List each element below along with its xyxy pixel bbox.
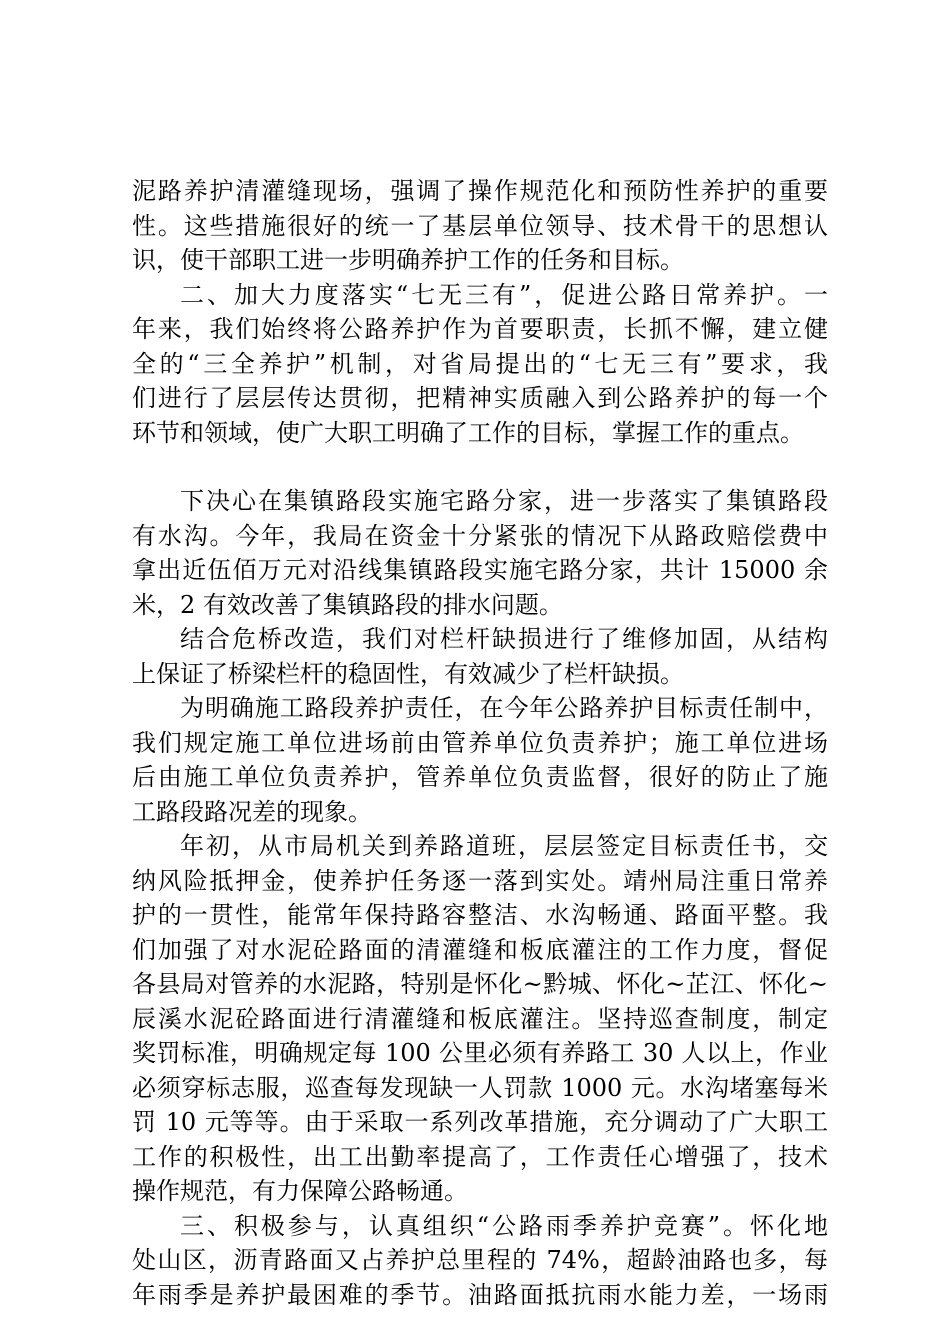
text-line: 纳风险抵押金，使养护任务逐一落到实处。靖州局注重日常养 bbox=[132, 866, 828, 895]
paragraph-gap bbox=[132, 450, 828, 484]
text-line: 们加强了对水泥砼路面的清灌缝和板底灌注的工作力度，督促 bbox=[132, 935, 828, 964]
text-line: 我们规定施工单位进场前由管养单位负责养护；施工单位进场 bbox=[132, 728, 828, 757]
text-line: 后由施工单位负责养护，管养单位负责监督，很好的防止了施 bbox=[132, 763, 828, 791]
paragraph bbox=[132, 174, 828, 278]
text-line: 们进行了层层传达贯彻，把精神实质融入到公路养护的每一个 bbox=[132, 384, 828, 412]
paragraph bbox=[132, 829, 828, 1209]
text-line: 工作的积极性，出工出勤率提高了，工作责任心增强了，技术 bbox=[132, 1142, 828, 1171]
text-line: 年雨季是养护最困难的季节。油路面抵抗雨水能力差，一场雨 bbox=[132, 1280, 828, 1309]
text-line: 全的“三全养护”机制，对省局提出的“七无三有”要求，我 bbox=[132, 349, 828, 378]
paragraph bbox=[132, 1209, 828, 1313]
document-body bbox=[132, 174, 828, 1312]
text-line: 识，使干部职工进一步明确养护工作的任务和目标。 bbox=[132, 246, 684, 274]
text-line: 操作规范，有力保障公路畅通。 bbox=[132, 1177, 468, 1205]
text-line: 三、积极参与，认真组织“公路雨季养护竞赛”。怀化地 bbox=[180, 1211, 828, 1240]
text-line: 年来，我们始终将公路养护作为首要职责，长抓不懈，建立健 bbox=[132, 315, 828, 343]
text-line: 拿出近伍佰万元对沿线集镇路段实施宅路分家，共计 15000 余 bbox=[132, 556, 828, 584]
text-line: 性。这些措施很好的统一了基层单位领导、技术骨干的思想认 bbox=[132, 211, 828, 240]
text-line: 奖罚标准，明确规定每 100 公里必须有养路工 30 人以上，作业 bbox=[132, 1039, 828, 1067]
text-line: 罚 10 元等等。由于采取一系列改革措施，充分调动了广大职工 bbox=[132, 1108, 828, 1136]
text-line: 工路段路况差的现象。 bbox=[132, 797, 372, 826]
text-line: 结合危桥改造，我们对栏杆缺损进行了维修加固，从结构 bbox=[180, 625, 828, 653]
paragraph bbox=[132, 278, 828, 451]
text-line: 各县局对管养的水泥路，特别是怀化~黔城、怀化~芷江、怀化~ bbox=[132, 970, 828, 998]
text-line: 有水沟。今年，我局在资金十分紧张的情况下从路政赔偿费中 bbox=[132, 521, 828, 550]
paragraph bbox=[132, 691, 828, 829]
text-line: 处山区，沥青路面又占养护总里程的 74%，超龄油路也多，每 bbox=[132, 1246, 828, 1274]
text-line: 护的一贯性，能常年保持路容整洁、水沟畅通、路面平整。我 bbox=[132, 901, 828, 929]
text-line: 辰溪水泥砼路面进行清灌缝和板底灌注。坚持巡查制度，制定 bbox=[132, 1004, 828, 1033]
text-line: 下决心在集镇路段实施宅路分家，进一步落实了集镇路段 bbox=[180, 487, 828, 515]
paragraph bbox=[132, 484, 828, 622]
text-line: 必须穿标志服，巡查每发现缺一人罚款 1000 元。水沟堵塞每米 bbox=[132, 1073, 828, 1102]
text-line: 泥路养护清灌缝现场，强调了操作规范化和预防性养护的重要 bbox=[132, 177, 828, 205]
text-line: 年初，从市局机关到养路道班，层层签定目标责任书，交 bbox=[180, 832, 828, 860]
text-line: 米，2 有效改善了集镇路段的排水问题。 bbox=[132, 590, 563, 619]
text-line: 二、加大力度落实“七无三有”，促进公路日常养护。一 bbox=[180, 280, 828, 309]
text-line: 环节和领域，使广大职工明确了工作的目标，掌握工作的重点。 bbox=[132, 418, 804, 447]
paragraph bbox=[132, 622, 828, 691]
text-line: 上保证了桥梁栏杆的稳固性，有效减少了栏杆缺损。 bbox=[132, 659, 684, 688]
text-line: 为明确施工路段养护责任，在今年公路养护目标责任制中， bbox=[180, 694, 828, 722]
